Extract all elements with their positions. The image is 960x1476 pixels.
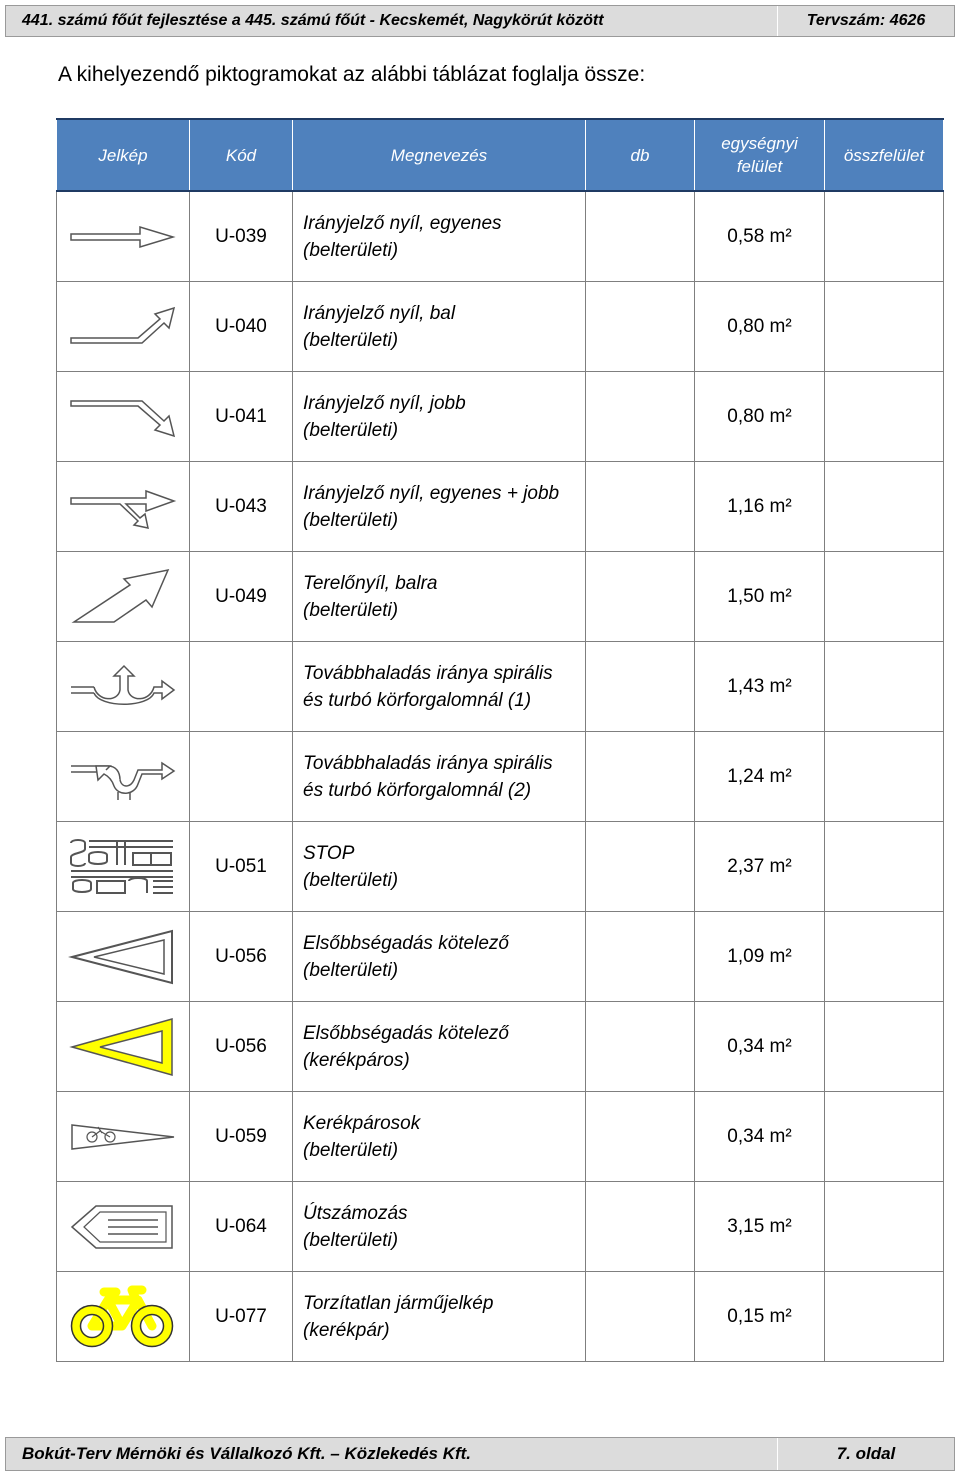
name-line1: Irányjelző nyíl, egyenes + jobb (303, 482, 560, 504)
code-cell: U-077 (190, 1272, 293, 1362)
unit-area-cell: 1,50 m² (695, 552, 825, 642)
name-line1: Továbbhaladás iránya spirális (303, 752, 553, 774)
code-cell (190, 732, 293, 822)
code-cell: U-051 (190, 822, 293, 912)
right-arrow-icon (68, 395, 178, 439)
name-cell (293, 1272, 586, 1362)
name-cell (293, 191, 586, 282)
code-cell: U-064 (190, 1182, 293, 1272)
total-area-cell (825, 1182, 944, 1272)
name-line1: STOP (303, 842, 355, 864)
table-row (57, 1092, 944, 1182)
name-cell (293, 1092, 586, 1182)
bicycle-icon (68, 1284, 178, 1350)
yield-triangle-yellow-icon (68, 1015, 178, 1079)
table-row (57, 1002, 944, 1092)
unit-area-cell: 0,80 m² (695, 372, 825, 462)
code-cell: U-049 (190, 552, 293, 642)
total-area-cell (825, 822, 944, 912)
name-line1: Irányjelző nyíl, jobb (303, 392, 466, 414)
total-area-cell (825, 732, 944, 822)
name-line2: (belterületi) (303, 419, 399, 441)
code-cell: U-056 (190, 1002, 293, 1092)
unit-area-cell: 1,09 m² (695, 912, 825, 1002)
count-cell (586, 1092, 695, 1182)
cyclist-marking-icon (68, 1117, 178, 1157)
total-area-cell (825, 552, 944, 642)
table-row (57, 1272, 944, 1362)
name-line1: Kerékpárosok (303, 1112, 421, 1134)
total-area-cell (825, 912, 944, 1002)
count-cell (586, 282, 695, 372)
name-line2: (belterületi) (303, 869, 399, 891)
name-cell (293, 1182, 586, 1272)
table-row (57, 822, 944, 912)
total-area-cell (825, 462, 944, 552)
road-number-marking-icon (68, 1202, 178, 1252)
name-line1: Elsőbbségadás kötelező (303, 1022, 509, 1044)
name-line1: Irányjelző nyíl, egyenes (303, 212, 502, 234)
total-area-cell (825, 1092, 944, 1182)
name-line2: (belterületi) (303, 1139, 399, 1161)
unit-area-cell: 3,15 m² (695, 1182, 825, 1272)
name-line2: (belterületi) (303, 239, 399, 261)
straight-arrow-icon (68, 217, 178, 257)
page-header (5, 5, 955, 37)
name-line1: Irányjelző nyíl, bal (303, 302, 456, 324)
total-area-cell (825, 282, 944, 372)
count-cell (586, 1002, 695, 1092)
table-row (57, 552, 944, 642)
name-line2: és turbó körforgalomnál (1) (303, 689, 532, 711)
col-header-count: db (586, 119, 695, 191)
unit-area-cell: 0,34 m² (695, 1002, 825, 1092)
table-header-row (57, 119, 944, 191)
name-cell (293, 372, 586, 462)
table-row (57, 191, 944, 282)
roundabout-arrow-2-icon (68, 752, 178, 802)
name-cell (293, 282, 586, 372)
intro-text: A kihelyezendő piktogramokat az alábbi táblázat foglalja össze: (58, 63, 646, 86)
name-line2: (belterületi) (303, 599, 399, 621)
count-cell (586, 1272, 695, 1362)
col-header-total-area: összfelület (825, 119, 944, 191)
col-header-name: Megnevezés (293, 119, 586, 191)
yield-triangle-icon (68, 927, 178, 987)
roundabout-arrow-1-icon (68, 662, 178, 712)
name-cell (293, 642, 586, 732)
count-cell (586, 372, 695, 462)
name-line2: (belterületi) (303, 959, 399, 981)
col-header-symbol: Jelkép (57, 119, 190, 191)
name-line2: (belterületi) (303, 1229, 399, 1251)
document-title: 441. számú főút fejlesztése a 445. számú főút - Kecskemét, Nagykörút között (22, 12, 604, 29)
name-cell (293, 822, 586, 912)
left-arrow-icon (68, 305, 178, 349)
company-name: Bokút-Terv Mérnöki és Vállalkozó Kft. – Közlekedés Kft. (22, 1444, 472, 1463)
count-cell (586, 552, 695, 642)
table-row (57, 372, 944, 462)
name-cell (293, 732, 586, 822)
code-cell: U-041 (190, 372, 293, 462)
unit-area-cell: 0,80 m² (695, 282, 825, 372)
table-row (57, 282, 944, 372)
total-area-cell (825, 372, 944, 462)
pictogram-table (56, 118, 944, 1362)
count-cell (586, 822, 695, 912)
name-cell (293, 912, 586, 1002)
unit-area-cell: 1,16 m² (695, 462, 825, 552)
code-cell: U-043 (190, 462, 293, 552)
table-row (57, 1182, 944, 1272)
name-line1: Elsőbbségadás kötelező (303, 932, 509, 954)
count-cell (586, 642, 695, 732)
unit-area-cell: 0,58 m² (695, 191, 825, 282)
unit-area-cell: 0,15 m² (695, 1272, 825, 1362)
count-cell (586, 1182, 695, 1272)
page-number: 7. oldal (777, 1438, 954, 1470)
project-number: Tervszám: 4626 (777, 6, 954, 36)
total-area-cell (825, 191, 944, 282)
code-cell (190, 642, 293, 732)
name-line2: (kerékpáros) (303, 1049, 410, 1071)
total-area-cell (825, 1002, 944, 1092)
unit-area-cell: 2,37 m² (695, 822, 825, 912)
table-row (57, 732, 944, 822)
name-line1: Útszámozás (303, 1202, 408, 1224)
code-cell: U-059 (190, 1092, 293, 1182)
unit-area-cell: 0,34 m² (695, 1092, 825, 1182)
name-line2: (belterületi) (303, 329, 399, 351)
name-line2: (kerékpár) (303, 1319, 390, 1341)
count-cell (586, 462, 695, 552)
table-row (57, 642, 944, 732)
col-header-unit-area: egységnyi felület (695, 119, 825, 191)
page-footer (5, 1437, 955, 1471)
total-area-cell (825, 642, 944, 732)
count-cell (586, 912, 695, 1002)
code-cell: U-039 (190, 191, 293, 282)
name-line1: Torzítatlan járműjelkép (303, 1292, 494, 1314)
name-line1: Továbbhaladás iránya spirális (303, 662, 553, 684)
total-area-cell (825, 1272, 944, 1362)
unit-area-cell: 1,24 m² (695, 732, 825, 822)
table-row (57, 462, 944, 552)
name-cell (293, 462, 586, 552)
code-cell: U-056 (190, 912, 293, 1002)
col-header-code: Kód (190, 119, 293, 191)
name-line1: Terelőnyíl, balra (303, 572, 438, 594)
table-row (57, 912, 944, 1002)
name-cell (293, 1002, 586, 1092)
straight-right-arrow-icon (68, 484, 178, 530)
name-line2: (belterületi) (303, 509, 399, 531)
name-cell (293, 552, 586, 642)
count-cell (586, 191, 695, 282)
code-cell: U-040 (190, 282, 293, 372)
count-cell (586, 732, 695, 822)
diverging-arrow-icon (68, 567, 178, 627)
name-line2: és turbó körforgalomnál (2) (303, 779, 532, 801)
stop-marking-icon (67, 837, 179, 897)
unit-area-cell: 1,43 m² (695, 642, 825, 732)
